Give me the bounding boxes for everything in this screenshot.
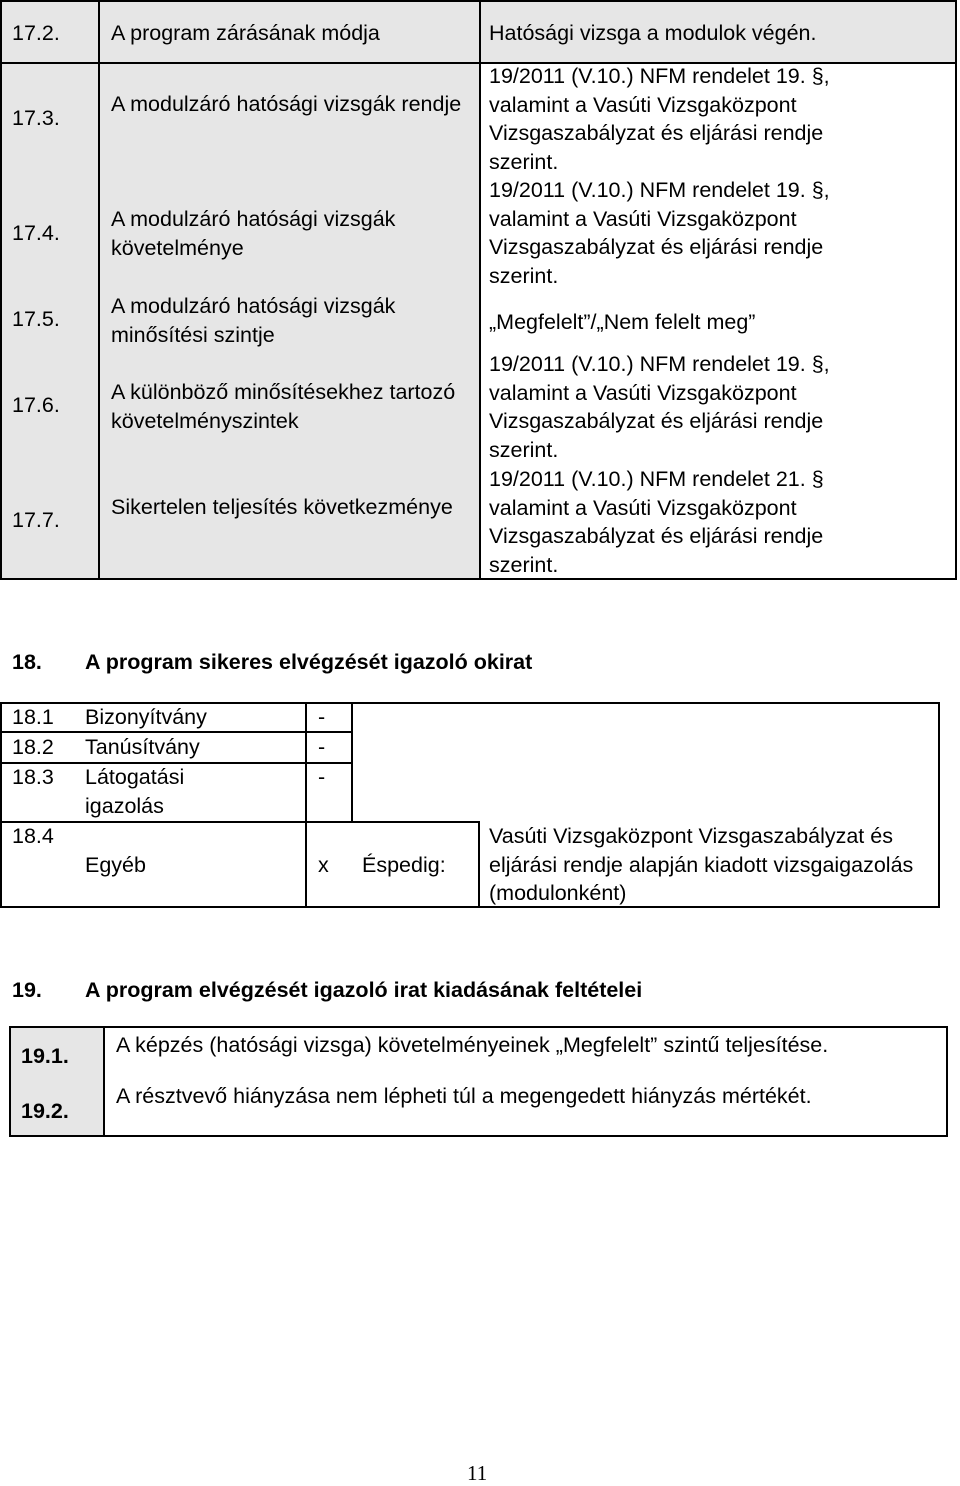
row-value-17-7: 19/2011 (V.10.) NFM rendelet 21. § valamint a Vasúti Vizsgaközpont Vizsgaszabályzat és eljárási rendje szerint. <box>489 467 824 577</box>
section-18-title: A program sikeres elvégzését igazoló okirat <box>85 650 533 674</box>
row-named-value-18-4: Vasúti Vizsgaközpont Vizsgaszabályzat és eljárási rendje alapján kiadott vizsgaigazolás (modulonként) <box>489 824 914 906</box>
row-label-17-5: A modulzáró hatósági vizsgák minősítési szintje <box>111 294 396 347</box>
row-label-17-7: Sikertelen teljesítés következménye <box>111 495 453 519</box>
row-label-17-2: A program zárásának módja <box>111 21 380 45</box>
row-label-17-6: A különböző minősítésekhez tartozó követelményszintek <box>111 380 456 433</box>
row-value-17-6: 19/2011 (V.10.) NFM rendelet 19. §, valamint a Vasúti Vizsgaközpont Vizsgaszabályzat és eljárási rendje szerint. <box>489 352 830 462</box>
row-num-17-6: 17.6. <box>12 393 60 417</box>
row-mark-18-4: x <box>318 853 329 877</box>
section-18-number: 18. <box>12 650 42 674</box>
row-mark-18-3: - <box>318 765 326 789</box>
row-mark-18-1: - <box>318 705 326 729</box>
section-19-title: A program elvégzését igazoló irat kiadásának feltételei <box>85 978 643 1002</box>
row-label-18-3: Látogatási igazolás <box>85 765 185 818</box>
row-label-18-2: Tanúsítvány <box>85 735 200 759</box>
row-label-17-4: A modulzáró hatósági vizsgák követelménye <box>111 207 396 260</box>
row-label-18-4: Egyéb <box>85 853 146 877</box>
row-num-17-2: 17.2. <box>12 21 60 45</box>
row-num-19-1: 19.1. <box>21 1044 69 1068</box>
row-num-17-7: 17.7. <box>12 508 60 532</box>
section-19-number: 19. <box>12 978 42 1002</box>
row-value-17-2: Hatósági vizsga a modulok végén. <box>489 21 817 45</box>
page-number: 11 <box>467 1461 488 1485</box>
row-num-19-2: 19.2. <box>21 1099 69 1123</box>
row-label-18-1: Bizonyítvány <box>85 705 207 729</box>
row-value-17-3: 19/2011 (V.10.) NFM rendelet 19. §, valamint a Vasúti Vizsgaközpont Vizsgaszabályzat és eljárási rendje szerint. <box>489 64 830 174</box>
row-num-18-1: 18.1 <box>12 705 54 729</box>
row-value-17-5: „Megfelelt”/„Nem felelt meg” <box>489 310 756 334</box>
row-num-18-2: 18.2 <box>12 735 54 759</box>
row-num-18-4: 18.4 <box>12 824 54 848</box>
row-mark-18-2: - <box>318 735 326 759</box>
row-num-18-3: 18.3 <box>12 765 54 789</box>
row-num-17-3: 17.3. <box>12 106 60 130</box>
row-text-19-2: A résztvevő hiányzása nem lépheti túl a megengedett hiányzás mértékét. <box>116 1084 812 1108</box>
row-text-19-1: A képzés (hatósági vizsga) követelményeinek „Megfelelt” szintű teljesítése. <box>116 1033 829 1057</box>
row-num-17-5: 17.5. <box>12 307 60 331</box>
row-value-17-4: 19/2011 (V.10.) NFM rendelet 19. §, valamint a Vasúti Vizsgaközpont Vizsgaszabályzat és eljárási rendje szerint. <box>489 178 830 288</box>
row-named-label-18-4: Éspedig: <box>362 853 446 877</box>
row-label-17-3: A modulzáró hatósági vizsgák rendje <box>111 92 462 116</box>
row-num-17-4: 17.4. <box>12 221 60 245</box>
